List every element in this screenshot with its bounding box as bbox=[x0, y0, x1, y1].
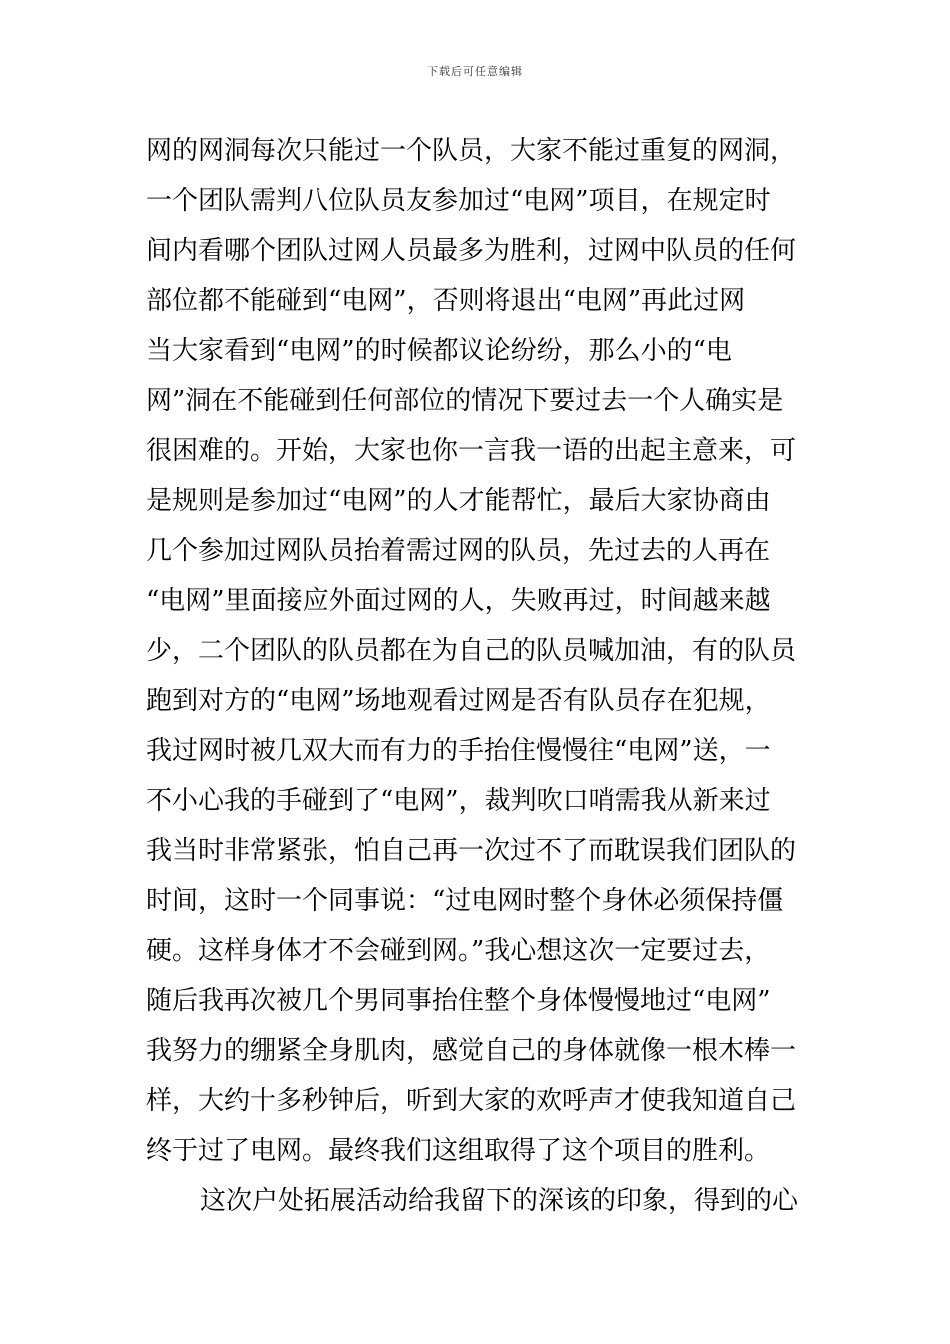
text-line: 跑到对方的“电网”场地观看过网是否有队员存在犯规， bbox=[146, 686, 771, 716]
text-line: 网的网洞每次只能过一个队员，大家不能过重复的网洞， bbox=[146, 136, 797, 166]
text-line: 当大家看到“电网”的时候都议论纷纷，那么小的“电 bbox=[146, 336, 732, 366]
text-line: 间内看哪个团队过网人员最多为胜利，过网中队员的任何 bbox=[146, 236, 797, 266]
paragraph-start-line: 这次户处拓展活动给我留下的深该的印象，得到的心 bbox=[200, 1186, 799, 1216]
header-note: 下载后可任意编辑 bbox=[427, 65, 523, 78]
text-line: 随后我再次被几个男同事抬住整个身体慢慢地过“电网” bbox=[146, 986, 771, 1016]
text-line: 很困难的。开始，大家也你一言我一语的出起主意来，可 bbox=[146, 436, 797, 466]
text-line: 不小心我的手碰到了“电网”，裁判吹口哨需我从新来过 bbox=[146, 786, 771, 816]
text-line: 是规则是参加过“电网”的人才能帮忙，最后大家协商由 bbox=[146, 486, 771, 516]
text-line: 时间，这时一个同事说：“过电网时整个身休必须保持僵 bbox=[146, 886, 784, 916]
text-line: 样，大约十多秒钟后，听到大家的欢呼声才使我知道自己 bbox=[146, 1086, 797, 1116]
text-line: 我当时非常紧张，怕自己再一次过不了而耽误我们团队的 bbox=[146, 836, 797, 866]
text-line: 我努力的绷紧全身肌肉，感觉自己的身体就像一根木棒一 bbox=[146, 1036, 797, 1066]
text-line: 我过网时被几双大而有力的手抬住慢慢往“电网”送，一 bbox=[146, 736, 771, 766]
text-line: 硬。这样身体才不会碰到网。”我心想这次一定要过去， bbox=[146, 936, 771, 966]
text-line: “电网”里面接应外面过网的人，失败再过，时间越来越 bbox=[146, 586, 771, 616]
text-line: 终于过了电网。最终我们这组取得了这个项目的胜利。 bbox=[146, 1136, 771, 1166]
text-line: 几个参加过网队员抬着需过网的队员，先过去的人再在 bbox=[146, 536, 771, 566]
body-text bbox=[146, 126, 810, 1226]
text-line: 一个团队需判八位队员友参加过“电网”项目，在规定时 bbox=[146, 186, 771, 216]
text-line: 部位都不能碰到“电网”，否则将退出“电网”再此过网 bbox=[146, 286, 746, 316]
text-line: 少，二个团队的队员都在为自己的队员喊加油，有的队员 bbox=[146, 636, 797, 666]
text-line: 网”洞在不能碰到任何部位的情况下要过去一个人确实是 bbox=[146, 386, 784, 416]
